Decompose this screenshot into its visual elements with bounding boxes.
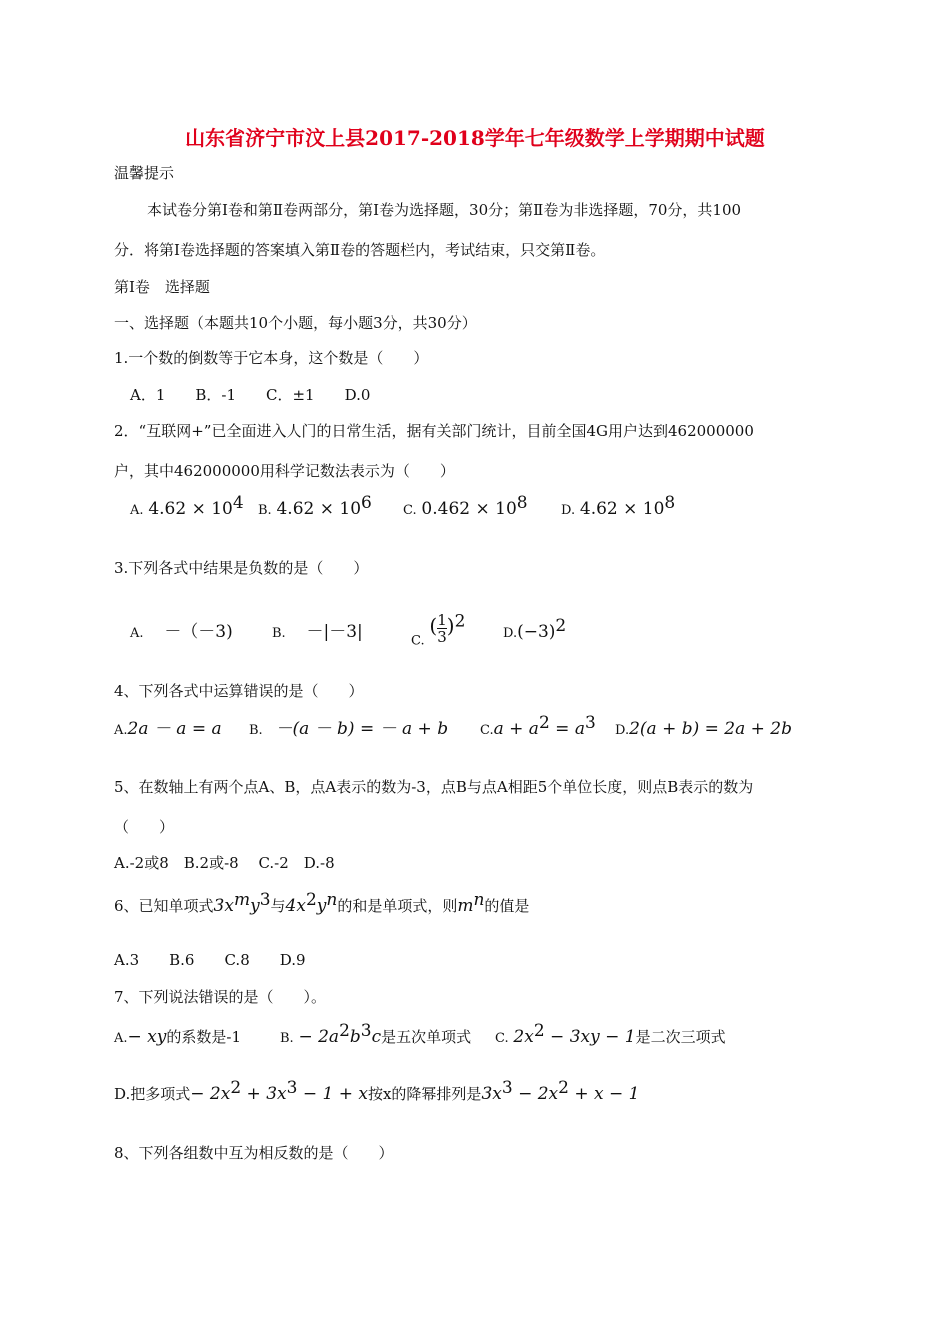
option-label: C. [495, 1031, 509, 1046]
option-expr: －|－3| [306, 622, 363, 642]
section1-heading: 一、选择题（本题共10个小题，每小题3分，共30分） [114, 314, 477, 332]
option-expr: 0.462 × 10 [421, 499, 517, 519]
question-7-option-d [114, 1078, 640, 1105]
option-label: B. [280, 1031, 294, 1046]
option-label: B. [258, 503, 272, 518]
option-label: A. [114, 1031, 128, 1046]
monomial-2: 4x [285, 896, 306, 916]
question-8-stem: 8、下列各组数中互为相反数的是（ ） [114, 1144, 394, 1162]
option-expr: 4.62 × 10 [148, 499, 233, 519]
option-expr: a + a [493, 719, 539, 739]
question-2-option-a [130, 493, 244, 522]
monomial-1-exp-m: m [233, 890, 251, 910]
tips-line-1: 本试卷分第Ⅰ卷和第Ⅱ卷两部分，第Ⅰ卷为选择题，30分；第Ⅱ卷为非选择题，70分，共100 [147, 201, 742, 219]
option-exp: 2 [538, 713, 550, 733]
question-2-option-d [561, 493, 676, 522]
option-exp: 8 [516, 493, 528, 513]
option-label: D. [503, 626, 518, 641]
question-4-stem: 4、下列各式中运算错误的是（ ） [114, 682, 364, 700]
option-label: A. [114, 723, 128, 738]
question-6-suffix: 的值是 [484, 897, 530, 915]
power-base: m [457, 896, 474, 916]
paren-close: ) [446, 613, 455, 638]
option-exp: 3 [286, 1078, 298, 1098]
option-expr: = a [549, 719, 585, 739]
question-3-option-b [272, 621, 363, 645]
option-exp: 2 [533, 1021, 545, 1041]
monomial-1: 3x [213, 896, 234, 916]
question-4-option-c [480, 713, 596, 742]
option-expr: c [371, 1027, 382, 1047]
option-expr: − 2x [190, 1084, 231, 1104]
question-3-option-d [503, 616, 567, 645]
option-exp: 6 [361, 493, 372, 513]
option-label: D. [615, 723, 630, 738]
monomial-1-exp-3: 3 [259, 890, 271, 910]
option-text: 按x的降幂排列是 [367, 1085, 482, 1103]
fraction-denominator: 3 [437, 628, 447, 646]
question-7-option-b [280, 1021, 472, 1050]
option-expr: − 3xy − 1 [544, 1027, 636, 1047]
option-exp: 2 [230, 1078, 242, 1098]
monomial-2-exp-n: n [326, 890, 338, 910]
option-expr: 4.62 × 10 [276, 499, 362, 519]
question-2-option-b [258, 493, 372, 522]
monomial-2-exp-2: 2 [305, 890, 317, 910]
question-3-option-a [130, 621, 233, 645]
part1-heading: 第Ⅰ卷 选择题 [114, 278, 210, 296]
option-label: C. [411, 633, 425, 649]
question-7-option-c [495, 1021, 726, 1050]
question-7-option-a [114, 1026, 241, 1050]
option-exp: 2 [339, 1021, 350, 1041]
option-text: 的系数是-1 [166, 1028, 241, 1046]
option-text: 是二次三项式 [635, 1028, 726, 1046]
question-6-stem [114, 890, 530, 917]
option-exp: 4 [232, 493, 244, 513]
option-exp: 2 [555, 616, 567, 636]
option-expr: 4.62 × 10 [579, 499, 665, 519]
option-exp: 2 [454, 611, 466, 632]
result-expr: 3x [481, 1084, 502, 1104]
option-expr: − xy [127, 1027, 167, 1047]
monomial-2-y: y [316, 896, 327, 916]
tips-heading: 温馨提示 [114, 164, 175, 182]
question-2-stem-line-1: 2．“互联网+”已全面进入人门的日常生活，据有关部门统计，目前全国4G用户达到462000000 [114, 422, 754, 440]
option-exp: 8 [664, 493, 676, 513]
option-label: B. [272, 626, 286, 641]
result-exp: 2 [558, 1078, 569, 1098]
option-text: 是五次单项式 [381, 1028, 472, 1046]
option-expr: －(a － b) = － a + b [275, 719, 449, 739]
fraction-numerator: 1 [437, 611, 447, 629]
option-label: C. [403, 503, 417, 518]
option-expr: + 3x [241, 1084, 287, 1104]
question-3-option-c [411, 612, 465, 653]
option-expr: 2x [513, 1027, 534, 1047]
option-label: A. [130, 626, 144, 641]
option-label: B. [249, 723, 263, 738]
option-label: C. [480, 723, 494, 738]
question-5-stem-line-1: 5、在数轴上有两个点A、B，点A表示的数为-3，点B与点A相距5个单位长度，则点B表示的数为 [114, 778, 754, 796]
option-label: A. [130, 503, 144, 518]
question-5-stem-line-2: （ ） [114, 818, 175, 836]
paren-open: ( [429, 613, 438, 638]
question-1-stem: 1.一个数的倒数等于它本身，这个数是（ ） [114, 349, 429, 367]
option-expr: (−3) [517, 622, 556, 642]
option-label: D.把多项式 [114, 1085, 191, 1103]
question-1-options: A．1 B．-1 C．±1 D.0 [130, 386, 371, 404]
question-4-option-a [114, 718, 222, 742]
power-exp: n [473, 890, 485, 910]
tips-line-2: 分．将第Ⅰ卷选择题的答案填入第Ⅱ卷的答题栏内，考试结束，只交第Ⅱ卷。 [114, 241, 606, 259]
question-6-options: A.3 B.6 C.8 D.9 [114, 951, 306, 969]
option-expr: b [349, 1027, 361, 1047]
result-expr: + x − 1 [568, 1084, 640, 1104]
monomial-1-y: y [250, 896, 260, 916]
option-expr: 2(a + b) = 2a + 2b [629, 719, 792, 739]
option-expr: − 2a [298, 1027, 340, 1047]
option-exp: 3 [584, 713, 596, 733]
fraction [437, 612, 447, 645]
result-expr: − 2x [512, 1084, 559, 1104]
question-4-option-d [615, 718, 792, 742]
question-6-mid: 与 [270, 897, 286, 915]
question-2-option-c [403, 493, 528, 522]
question-4-option-b [249, 718, 448, 742]
option-expr: − 1 + x [297, 1084, 368, 1104]
option-expr: －（－3) [164, 622, 233, 642]
question-3-stem: 3.下列各式中结果是负数的是（ ） [114, 559, 369, 577]
question-5-options: A.-2或8 B.2或-8 C.-2 D.-8 [114, 854, 335, 872]
question-6-mid2: 的和是单项式，则 [337, 897, 458, 915]
result-exp: 3 [501, 1078, 513, 1098]
option-exp: 3 [360, 1021, 372, 1041]
page-title: 山东省济宁市汶上县2017-2018学年七年级数学上学期期中试题 [185, 126, 765, 150]
question-6-prefix: 6、已知单项式 [114, 897, 214, 915]
option-label: D. [561, 503, 576, 518]
question-2-stem-line-2: 户，其中462000000用科学记数法表示为（ ） [114, 462, 455, 480]
question-7-stem: 7、下列说法错误的是（ ）。 [114, 988, 327, 1006]
option-expr: 2a － a = a [127, 719, 222, 739]
